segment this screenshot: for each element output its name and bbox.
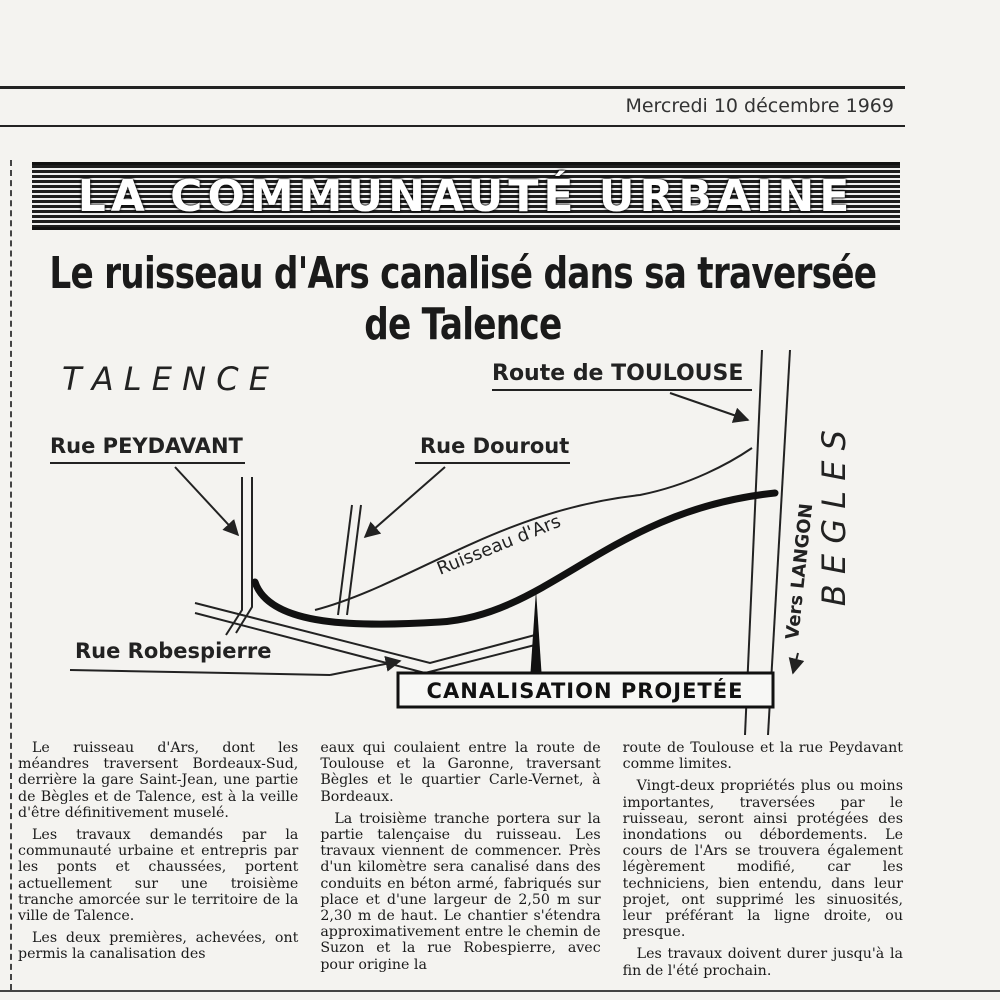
label-ruisseau: Ruisseau d'Ars [434,510,564,580]
paragraph: eaux qui coulaient entre la route de Toulouse et la Garonne, traversant Bègles et le quartier Carle-Vernet, à Bordeaux. [320,740,601,805]
label-talence: T A L E N C E [62,360,270,398]
left-margin-border [10,160,17,990]
paragraph: La troisième tranche portera sur la partie talençaise du ruisseau. Les travaux viennent de commencer. Près d'un kilomètre sera canalisé dans des conduits en béton armé, fabriqués sur place et d'une largeur de 2,50 m sur 2,30 m de haut. Le chantier s'étendra approximativement entre le chemin de Suzon et la rue Robespierre, avec pour origine la [320,810,601,973]
paragraph: Le ruisseau d'Ars, dont les méandres traversent Bordeaux-Sud, derrière la gare Saint-Jean, une partie de Bègles et de Talence, est à la veille d'être définitivement muselé. [18,740,299,821]
issue-date: Mercredi 10 décembre 1969 [625,95,894,117]
paragraph: Vingt-deux propriétés plus ou moins importantes, traversées par le ruisseau, seront ainsi protégées des inondations ou débordements. Le cours de l'Ars se trouvera également légèrement modifié, car les techniciens, bien entendu, dans leur projet, ont supprimé les sinuosités, leur préférant la ligne droite, ou presque. [622,778,903,941]
section-banner [32,162,900,230]
top-rule-upper [0,86,905,89]
top-rule-lower [0,125,905,127]
paragraph: route de Toulouse et la rue Peydavant comme limites. [622,740,903,773]
arrow-rue-robespierre [330,661,400,675]
label-begles: B E G L E S [815,430,853,607]
label-canalisation: CANALISATION PROJETÉE [426,679,744,703]
arrow-vers-langon [793,653,798,673]
arrow-rue-peydavant [175,467,238,535]
paragraph: Les travaux demandés par la communauté urbaine et entrepris par les ponts et chaussées, portent actuellement sur une troisième tranche amorcée sur le territoire de la ville de Talence. [18,827,299,925]
article-column-2 [320,740,600,985]
headline: Le ruisseau d'Ars canalisé dans sa traversée de Talence [49,248,877,350]
arrow-rue-dourout [365,467,445,537]
label-rue-dourout: Rue Dourout [420,434,570,458]
article-column-3 [623,740,903,985]
street-map [30,335,970,735]
underline-rue-robespierre [70,670,330,675]
article-column-1 [18,740,298,985]
rue-peydavant-road-edge [236,477,252,633]
paragraph: Les travaux doivent durer jusqu'à la fin de l'été prochain. [622,946,903,979]
paragraph: Les deux premières, achevées, ont permis la canalisation des [18,930,299,963]
section-banner-text: LA COMMUNAUTÉ URBAINE [77,170,855,222]
label-rue-peydavant: Rue PEYDAVANT [50,434,243,458]
article-body [18,740,903,985]
label-rue-robespierre: Rue Robespierre [75,639,272,663]
label-route-toulouse: Route de TOULOUSE [492,361,744,386]
arrow-route-toulouse [670,393,748,420]
label-vers-langon: Vers LANGON [782,502,818,641]
bottom-rule [0,990,1000,992]
